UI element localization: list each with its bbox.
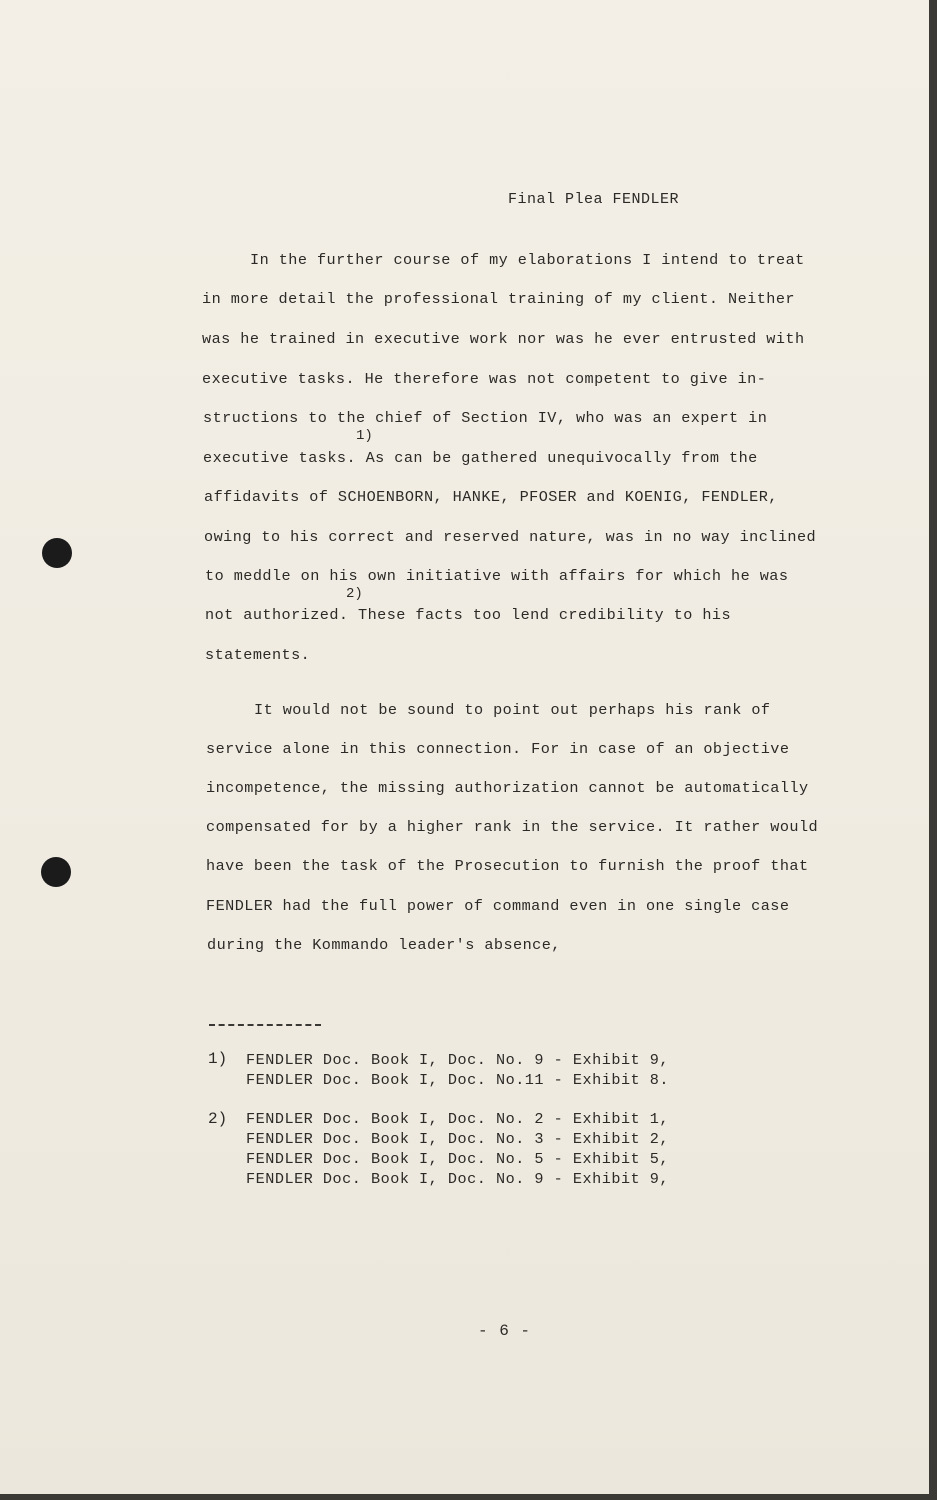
text-line: have been the task of the Prosecution to furnish the proof that bbox=[206, 857, 809, 875]
footnote-reference: 2) bbox=[346, 586, 363, 602]
footnote-separator bbox=[209, 1024, 321, 1026]
text-line: not authorized. These facts too lend credibility to his bbox=[205, 606, 732, 624]
punch-hole bbox=[41, 857, 71, 887]
punch-hole bbox=[42, 538, 72, 568]
text-line: statements. bbox=[205, 646, 311, 664]
text-line: It would not be sound to point out perhaps his rank of bbox=[254, 701, 771, 719]
footnote-line: FENDLER Doc. Book I, Doc. No. 9 - Exhibit 9, bbox=[246, 1051, 670, 1069]
footnote-reference: 1) bbox=[356, 428, 373, 444]
page-header: Final Plea FENDLER bbox=[508, 191, 680, 208]
footnote-line: FENDLER Doc. Book I, Doc. No.11 - Exhibit 8. bbox=[246, 1071, 670, 1089]
text-line: executive tasks. As can be gathered unequivocally from the bbox=[203, 449, 758, 467]
text-line: owing to his correct and reserved nature, was in no way inclined bbox=[204, 528, 817, 546]
footnote-line: FENDLER Doc. Book I, Doc. No. 2 - Exhibit 1, bbox=[246, 1110, 670, 1128]
text-line: In the further course of my elaborations I intend to treat bbox=[250, 251, 805, 269]
text-line: affidavits of SCHOENBORN, HANKE, PFOSER and KOENIG, FENDLER, bbox=[204, 488, 778, 506]
footnote-line: FENDLER Doc. Book I, Doc. No. 5 - Exhibit 5, bbox=[246, 1150, 670, 1168]
text-line: in more detail the professional training of my client. Neither bbox=[202, 290, 795, 308]
text-line: compensated for by a higher rank in the service. It rather would bbox=[206, 818, 819, 836]
text-line: service alone in this connection. For in case of an objective bbox=[206, 740, 790, 758]
text-line: was he trained in executive work nor was he ever entrusted with bbox=[202, 330, 805, 348]
text-line: to meddle on his own initiative with affairs for which he was bbox=[205, 567, 789, 585]
footnote-line: FENDLER Doc. Book I, Doc. No. 3 - Exhibit 2, bbox=[246, 1130, 670, 1148]
footnote-line: FENDLER Doc. Book I, Doc. No. 9 - Exhibit 9, bbox=[246, 1170, 670, 1188]
text-line: structions to the chief of Section IV, who was an expert in bbox=[203, 409, 768, 427]
footnote-marker: 1) bbox=[208, 1050, 228, 1068]
page-number: - 6 - bbox=[478, 1322, 532, 1340]
text-line: FENDLER had the full power of command even in one single case bbox=[206, 897, 790, 915]
footnote-marker: 2) bbox=[208, 1110, 228, 1128]
text-line: during the Kommando leader's absence, bbox=[207, 936, 561, 954]
text-line: executive tasks. He therefore was not competent to give in- bbox=[202, 370, 767, 388]
text-line: incompetence, the missing authorization cannot be automatically bbox=[206, 779, 809, 797]
